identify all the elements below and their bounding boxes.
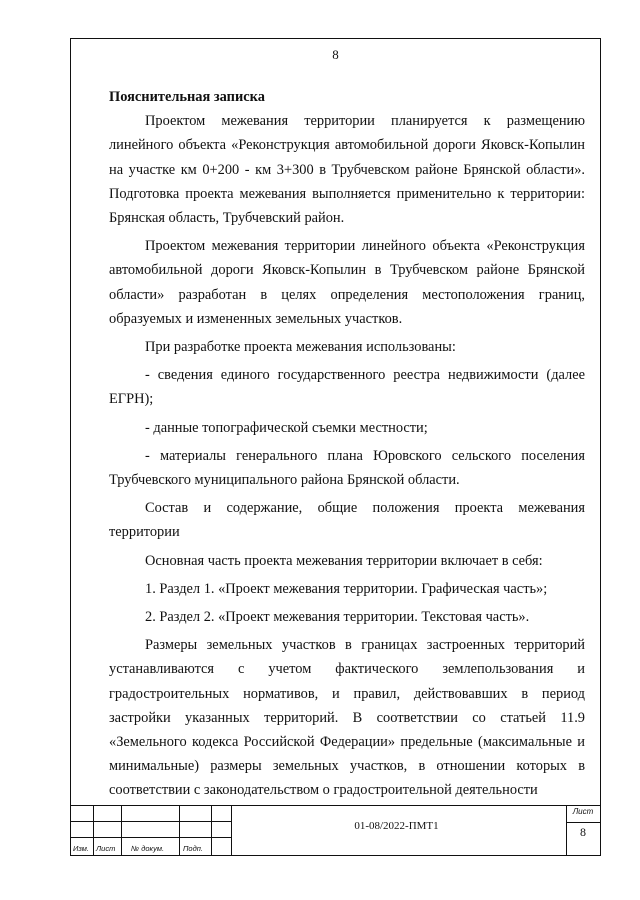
col-podp-label: Подп. xyxy=(183,844,203,853)
paragraph-main-part: Основная часть проекта межевания территории включает в себя: xyxy=(145,552,543,569)
sheet-label: Лист xyxy=(572,807,594,816)
document-body xyxy=(109,85,585,803)
list-item-egrn: - сведения единого государственного реестра недвижимости (далее ЕГРН); xyxy=(109,367,585,408)
title-block xyxy=(71,805,600,855)
page-number: 8 xyxy=(332,47,339,62)
col-izm-label: Изм. xyxy=(73,844,89,853)
document-code: 01-08/2022-ПМТ1 xyxy=(354,820,439,832)
list-item-section-2: 2. Раздел 2. «Проект межевания территории. Текстовая часть». xyxy=(145,609,530,626)
paragraph-3: При разработке проекта межевания использованы: xyxy=(145,339,456,356)
list-item-topography: - данные топографической съемки местности; xyxy=(145,419,428,436)
section-heading: Пояснительная записка xyxy=(109,89,265,105)
paragraph-1: Проектом межевания территории планируется к размещению линейного объекта «Реконструкция автомобильной дороги Яковск-Копылин на участке км 0+200 - км 3+300 в Трубчевском районе Брянской области». Подготовка проекта межевания выполняется применительно к территории: Брянская область, Трубчевский район. xyxy=(109,113,585,227)
col-doc-label: № докум. xyxy=(131,844,165,853)
paragraph-plot-sizes: Размеры земельных участков в границах застроенных территорий устанавливаются с учетом фактического землепользования и градостроительных нормативов, и правил, действовавших в период застройки указанных территорий. В соответствии со статьей 11.9 «Земельного кодекса Российской Федерации» предельные (максимальные и минимальные) размеры земельных участков, в отношении которых в соответствии с законодательством о градостроительной деятельности xyxy=(109,637,585,799)
list-item-section-1: 1. Раздел 1. «Проект межевания территории. Графическая часть»; xyxy=(145,580,548,597)
sheet-number: 8 xyxy=(580,825,586,839)
paragraph-composition: Состав и содержание, общие положения проекта межевания территории xyxy=(109,500,585,541)
page-frame xyxy=(70,38,601,856)
col-list-label: Лист xyxy=(96,844,116,853)
list-item-general-plan: - материалы генерального плана Юровского сельского поселения Трубчевского муниципального района Брянской области. xyxy=(109,447,585,489)
paragraph-2: Проектом межевания территории линейного объекта «Реконструкция автомобильной дороги Яковск-Копылин в Трубчевском районе Брянской области» разработан в целях определения местоположения границ, образуемых и измененных земельных участков. xyxy=(109,238,585,327)
